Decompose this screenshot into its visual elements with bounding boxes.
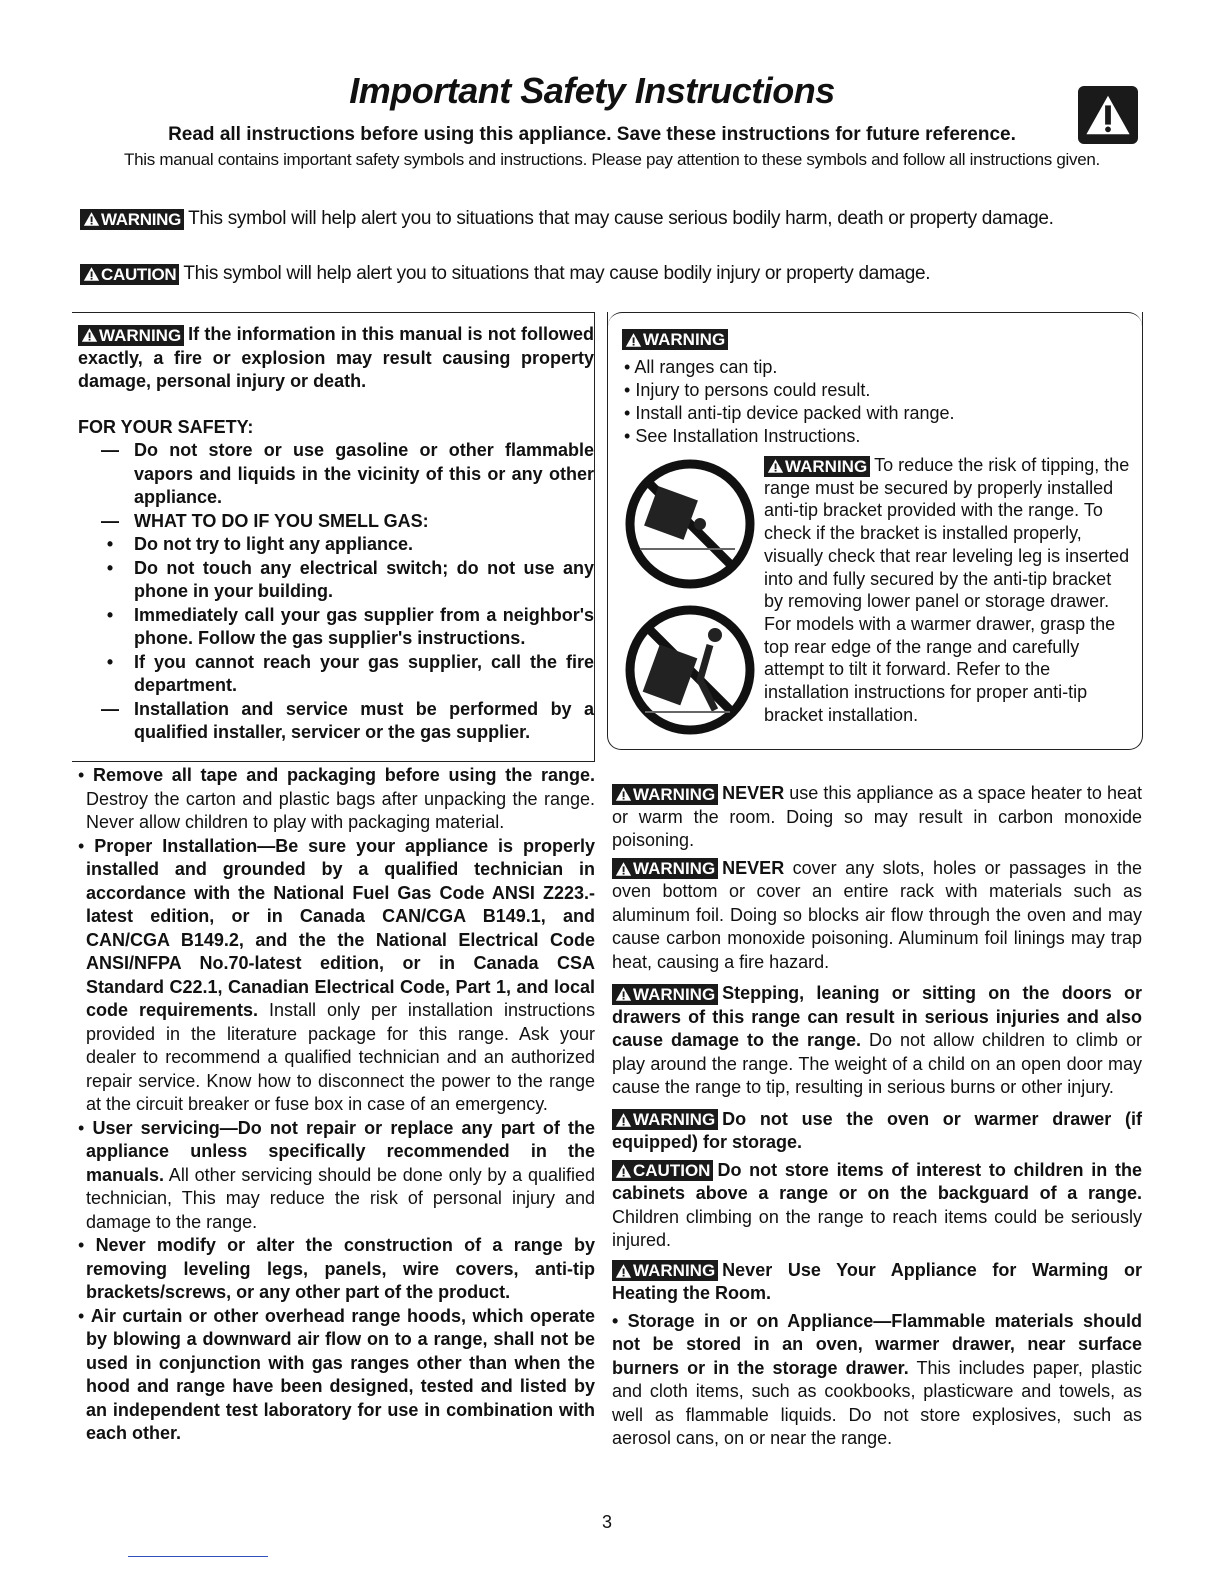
safety-item xyxy=(78,651,594,698)
bullet-text: Install only per installation instructions provided in the literature package for this range. Ask your dealer to recommend a qualified technician and an authorized repair service. Know how to disconnect the power to the range at the circuit breaker or fuse box in case of an emergency. xyxy=(86,1000,595,1114)
badge-label: CAUTION xyxy=(633,1161,711,1180)
adult-tipping-prohibited-icon xyxy=(620,600,760,740)
safety-item xyxy=(78,533,594,557)
legend-text: This symbol will help alert you to situations that may cause bodily injury or property damage. xyxy=(183,263,931,284)
warning-item xyxy=(612,982,1142,1100)
item-text: Do not try to light any appliance. xyxy=(134,534,414,554)
safety-item xyxy=(78,439,594,510)
tip-bullets xyxy=(624,356,955,448)
warning-badge xyxy=(78,325,184,346)
badge-label: WARNING xyxy=(633,984,716,1004)
item-bold: Do not use the oven or warmer drawer (if equipped) for storage. xyxy=(612,1108,1142,1152)
bullet-bold: Air curtain or other overhead range hoods, which operate by blowing a downward air flow on to a range, shall not be used in conjunction with gas ranges other than when the hood and range have been designed, tested and listed by an independent test laboratory for use in combination with each other. xyxy=(86,1305,596,1443)
legend-warning xyxy=(80,208,1054,230)
item-marker: — xyxy=(101,698,119,719)
warning-badge xyxy=(612,858,718,879)
safety-alert-icon xyxy=(1078,86,1138,144)
warning-item xyxy=(612,782,1142,853)
badge-label: WARNING xyxy=(633,1110,716,1129)
warning-badge xyxy=(622,329,728,350)
warning-badge xyxy=(612,1109,718,1130)
list-item: • All ranges can tip. xyxy=(624,356,955,379)
legend-caution xyxy=(80,263,930,285)
bullet-bold: Proper Installation—Be sure your appliance is properly installed and grounded by a qualified technician in accordance with the National Fuel Gas Code ANSI Z223.-latest edition, or in Canada CAN/CGA B149.1, and CAN/CGA B149.2, and the the National Electrical Code ANSI/NFPA No.70-latest edition, or in Canada CSA Standard C22.1, Canadian Electrical Code, Part 1, and local code requirements. xyxy=(86,835,595,1020)
item-marker: • xyxy=(106,604,114,625)
item-text: If you cannot reach your gas supplier, call the fire department. xyxy=(134,651,594,695)
page-number: 3 xyxy=(602,1512,613,1532)
badge-label: WARNING xyxy=(101,209,182,229)
anti-tip-body: To reduce the risk of tipping, the range must be secured by properly installed anti-tip bracket provided with the range. To check if the bracket is installed properly, visually check that rear leveling leg is inserted into and fully secured by the anti-tip bracket by removing lower panel or storage drawer. For models with a warmer drawer, grasp the top rear edge of the range and carefully attempt to tilt it forward. Refer to the installation instructions for proper anti-tip bracket installation. xyxy=(764,455,1130,725)
item-marker: — xyxy=(101,510,119,531)
bullet-text: All other servicing should be done only by a qualified technician, This may reduce the risk of personal injury and damage to the range. xyxy=(86,1164,595,1232)
list-item: • User servicing—Do not repair or replace any part of the appliance unless specifically recommended in the manuals. All other servicing should be done only by a qualified technician, This may reduce the risk of personal injury and damage to the range. xyxy=(78,1117,595,1232)
warning-item xyxy=(612,1259,1142,1306)
warning-triangle-icon xyxy=(615,861,632,877)
item-text: WHAT TO DO IF YOU SMELL GAS: xyxy=(134,510,429,531)
warning-triangle-icon xyxy=(625,332,642,348)
badge-label: WARNING xyxy=(633,1261,716,1280)
list-item: • Install anti-tip device packed with range. xyxy=(624,402,955,425)
item-bold: Never Use Your Appliance for Warming or Heating the Room. xyxy=(612,1259,1142,1303)
bullet-bold: Remove all tape and packaging before using the range. xyxy=(93,765,595,785)
for-your-safety-heading: FOR YOUR SAFETY: xyxy=(78,416,254,437)
item-text: Do not store or use gasoline or other flammable vapors and liquids in the vicinity of this or any other appliance. xyxy=(134,440,594,507)
warning-badge xyxy=(764,456,870,477)
badge-label: WARNING xyxy=(643,330,726,349)
safety-item xyxy=(78,604,594,651)
page-header xyxy=(0,70,1224,170)
item-text: cover any slots, holes or passages in the oven bottom or cover an entire rack with materials such as aluminum foil. Doing so blocks air flow through the oven and may cause carbon monoxide poisoning. Aluminum foil linings may trap heat, causing a fire hazard. xyxy=(612,857,1142,972)
item-marker: — xyxy=(101,440,119,460)
list-item: • Proper Installation—Be sure your appliance is properly installed and grounded by a qualified technician in accordance with the National Fuel Gas Code ANSI Z223.-latest edition, or in Canada CAN/CGA B149.1, and CAN/CGA B149.2, and the the National Electrical Code ANSI/NFPA No.70-latest edition, or in Canada CSA Standard C22.1, Canadian Electrical Code, Part 1, and local code requirements. Install only per installation instructions provided in the literature package for this range. Ask your dealer to recommend a qualified technician and an authorized repair service. Know how to disconnect the power to the range at the circuit breaker or fuse box in case of an emergency. xyxy=(78,835,595,1114)
warning-triangle-icon xyxy=(615,1163,632,1179)
badge-label: WARNING xyxy=(785,456,868,476)
anti-tip-warning-box xyxy=(607,312,1143,750)
item-text: Installation and service must be performed by a qualified installer, servicer or the gas supplier. xyxy=(134,698,594,742)
badge-label: WARNING xyxy=(633,784,716,804)
right-warnings xyxy=(612,782,1142,1455)
caution-badge xyxy=(80,264,179,285)
legend-text: This symbol will help alert you to situations that may cause serious bodily harm, death or property damage. xyxy=(188,208,1054,229)
warning-badge xyxy=(612,984,718,1005)
item-text: use this appliance as a space heater to heat or warm the room. Doing so may result in carbon monoxide poisoning. xyxy=(612,783,1142,850)
warning-item xyxy=(612,1310,1142,1451)
item-marker: • xyxy=(106,557,114,578)
left-bullets xyxy=(78,764,595,1446)
badge-label: WARNING xyxy=(633,859,716,878)
item-bold: Do not store items of interest to children in the cabinets above a range or on the backguard of a range. xyxy=(612,1159,1142,1203)
item-text: Children climbing on the range to reach items could be seriously injured. xyxy=(612,1206,1142,1250)
safety-item xyxy=(78,698,594,745)
caution-badge xyxy=(612,1160,713,1181)
item-text: This includes paper, plastic and cloth items, such as cookbooks, plasticware and towels, as well as flammable liquids. Do not store explosives, such as aerosol cans, on or near the range. xyxy=(612,1357,1142,1448)
list-item: • Remove all tape and packaging before using the range. Destroy the carton and plastic bags after unpacking the range. Never allow children to play with packaging material. xyxy=(78,765,595,832)
lead-text: If the information in this manual is not followed exactly, a fire or explosion may result causing property damage, personal injury or death. xyxy=(78,324,594,391)
intro-text: This manual contains important safety symbols and instructions. Please pay attention to these symbols and follow all instructions given. xyxy=(124,150,1100,169)
warning-item xyxy=(612,857,1142,975)
item-marker: • xyxy=(106,534,114,554)
warning-badge xyxy=(612,784,718,805)
warning-triangle-icon xyxy=(615,1263,632,1279)
gas-warning-box xyxy=(72,312,595,762)
item-bold: Stepping, leaning or sitting on the doors or drawers of this range can result in serious injuries and also cause damage to the range. xyxy=(612,983,1142,1050)
warning-triangle-icon xyxy=(615,986,632,1002)
warning-badge xyxy=(80,209,184,230)
gas-warning-lead xyxy=(78,323,594,394)
child-tipping-prohibited-icon xyxy=(620,454,760,594)
safety-item xyxy=(78,557,594,604)
anti-tip-text xyxy=(764,454,1134,726)
item-bold: NEVER xyxy=(722,783,785,803)
warning-triangle-icon xyxy=(615,1112,632,1128)
bullet-bold: Never modify or alter the construction of a range by removing leveling legs, panels, wire covers, anti-tip brackets/screws, or any other part of the product. xyxy=(86,1235,595,1302)
item-text: Do not touch any electrical switch; do not use any phone in your building. xyxy=(134,557,594,601)
safety-item xyxy=(78,510,594,534)
footer-rule xyxy=(128,1556,268,1557)
item-text: Immediately call your gas supplier from a neighbor's phone. Follow the gas supplier's instructions. xyxy=(134,604,594,648)
bullet-bold: User servicing—Do not repair or replace any part of the appliance unless specifically recommended in the manuals. xyxy=(86,1117,595,1185)
warning-triangle-icon xyxy=(81,327,98,343)
item-bold: • Storage in or on Appliance—Flammable materials should not be stored in an oven, warmer drawer, near surface burners or in the storage drawer. xyxy=(612,1310,1142,1378)
warning-triangle-icon xyxy=(615,786,632,802)
warning-triangle-icon xyxy=(83,211,100,227)
warning-item xyxy=(612,1159,1142,1253)
list-item: • See Installation Instructions. xyxy=(624,425,955,448)
warning-badge xyxy=(612,1260,718,1281)
list-item: • Never modify or alter the construction of a range by removing leveling legs, panels, wire covers, anti-tip brackets/screws, or any other part of the product. xyxy=(78,1235,595,1302)
list-item: • Air curtain or other overhead range hoods, which operate by blowing a downward air flow on to a range, shall not be used in conjunction with gas ranges other than when the hood and range have been designed, tested and listed by an independent test laboratory for use in combination with each other. xyxy=(78,1305,596,1443)
page-title: Important Safety Instructions xyxy=(349,70,835,111)
warning-triangle-icon xyxy=(83,266,100,282)
item-bold: NEVER xyxy=(722,857,785,878)
warning-item xyxy=(612,1108,1142,1155)
item-marker: • xyxy=(106,651,114,672)
badge-label: WARNING xyxy=(99,325,182,345)
badge-label: CAUTION xyxy=(101,264,177,284)
warning-triangle-icon xyxy=(767,458,784,474)
bullet-text: Destroy the carton and plastic bags after unpacking the range. Never allow children to play with packaging material. xyxy=(86,788,595,832)
page-subtitle: Read all instructions before using this appliance. Save these instructions for future reference. xyxy=(168,124,1016,145)
item-text: Do not allow children to climb or play around the range. The weight of a child on an open door may cause the range to tip, resulting in serious burns or other injury. xyxy=(612,1030,1142,1097)
list-item: • Injury to persons could result. xyxy=(624,379,955,402)
